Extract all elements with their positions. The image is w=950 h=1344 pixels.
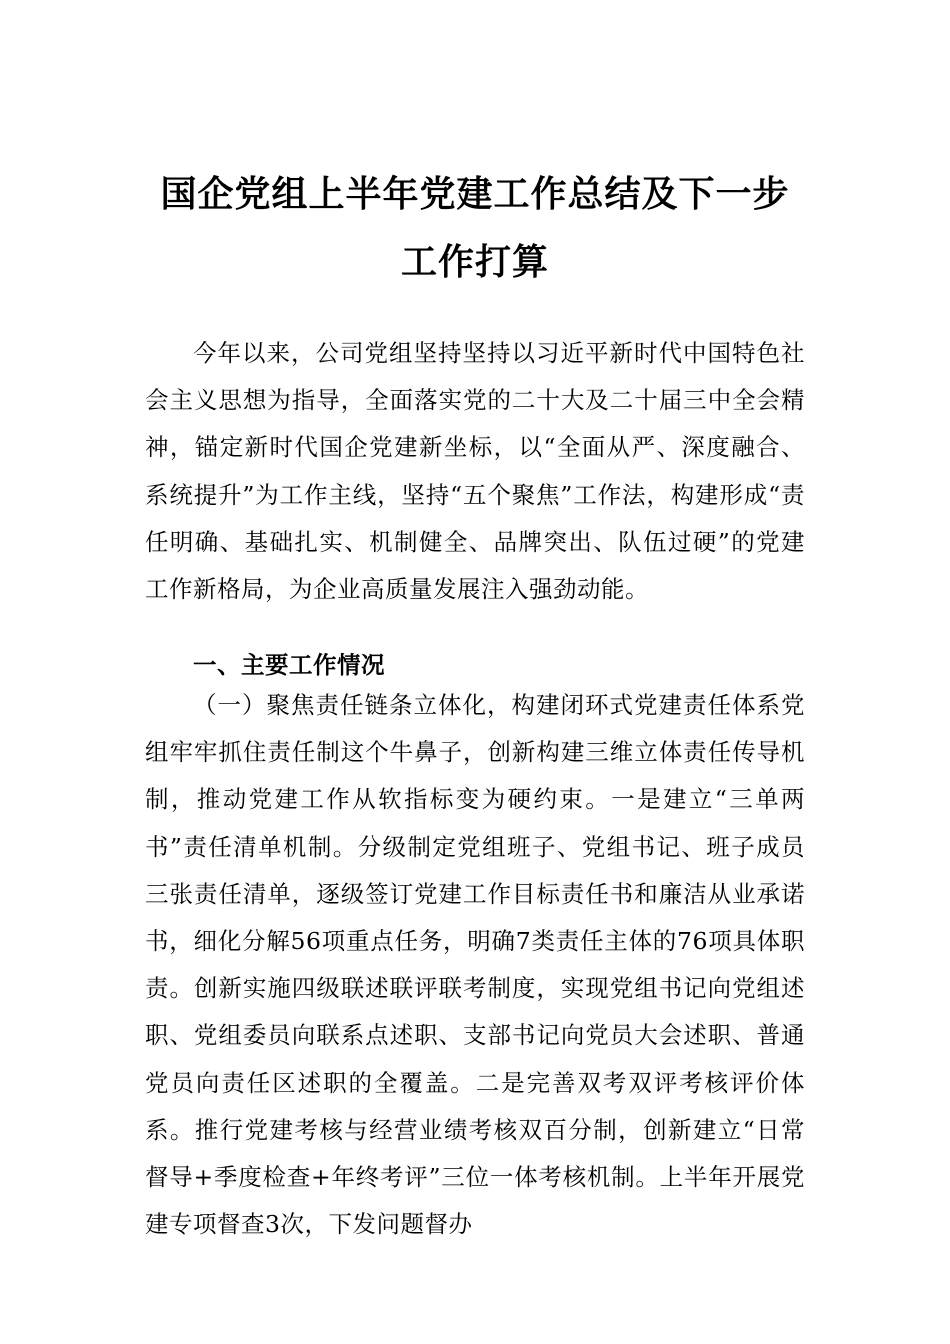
document-title: 国企党组上半年党建工作总结及下一步工作打算 bbox=[160, 173, 790, 283]
intro-paragraph: 今年以来，公司党组坚持坚持以习近平新时代中国特色社会主义思想为指导，全面落实党的二十大及二十届三中全会精神，锚定新时代国企党建新坐标，以“全面从严、深度融合、系统提升”为工作主线，坚持“五个聚焦”工作法，构建形成“责任明确、基础扎实、机制健全、品牌突出、队伍过硬”的党建工作新格局，为企业高质量发展注入强劲动能。 bbox=[145, 339, 805, 604]
section-heading-main-work: 一、主要工作情况 bbox=[193, 651, 385, 679]
subsection-heading: （一）聚焦责任链条立体化，构建闭环式党建责任体系 bbox=[193, 691, 781, 719]
subsection-body: 党组牢牢抓住责任制这个牛鼻子，创新构建三维立体责任传导机制，推动党建工作从软指标变为硬约束。一是建立“三单两书”责任清单机制。分级制定党组班子、党组书记、班子成员三张责任清单，逐级签订党建工作目标责任书和廉洁从业承诺书，细化分解56项重点任务，明确7类责任主体的76项具体职责。创新实施四级联述联评联考制度，实现党组书记向党组述职、党组委员向联系点述职、支部书记向党员大会述职、普通党员向责任区述职的全覆盖。二是完善双考双评考核评价体系。推行党建考核与经营业绩考核双百分制，创新建立“日常督导+季度检查+年终考评”三位一体考核机制。上半年开展党建专项督查3次，下发问题督办 bbox=[145, 691, 805, 1239]
subsection-paragraph bbox=[145, 682, 805, 1248]
